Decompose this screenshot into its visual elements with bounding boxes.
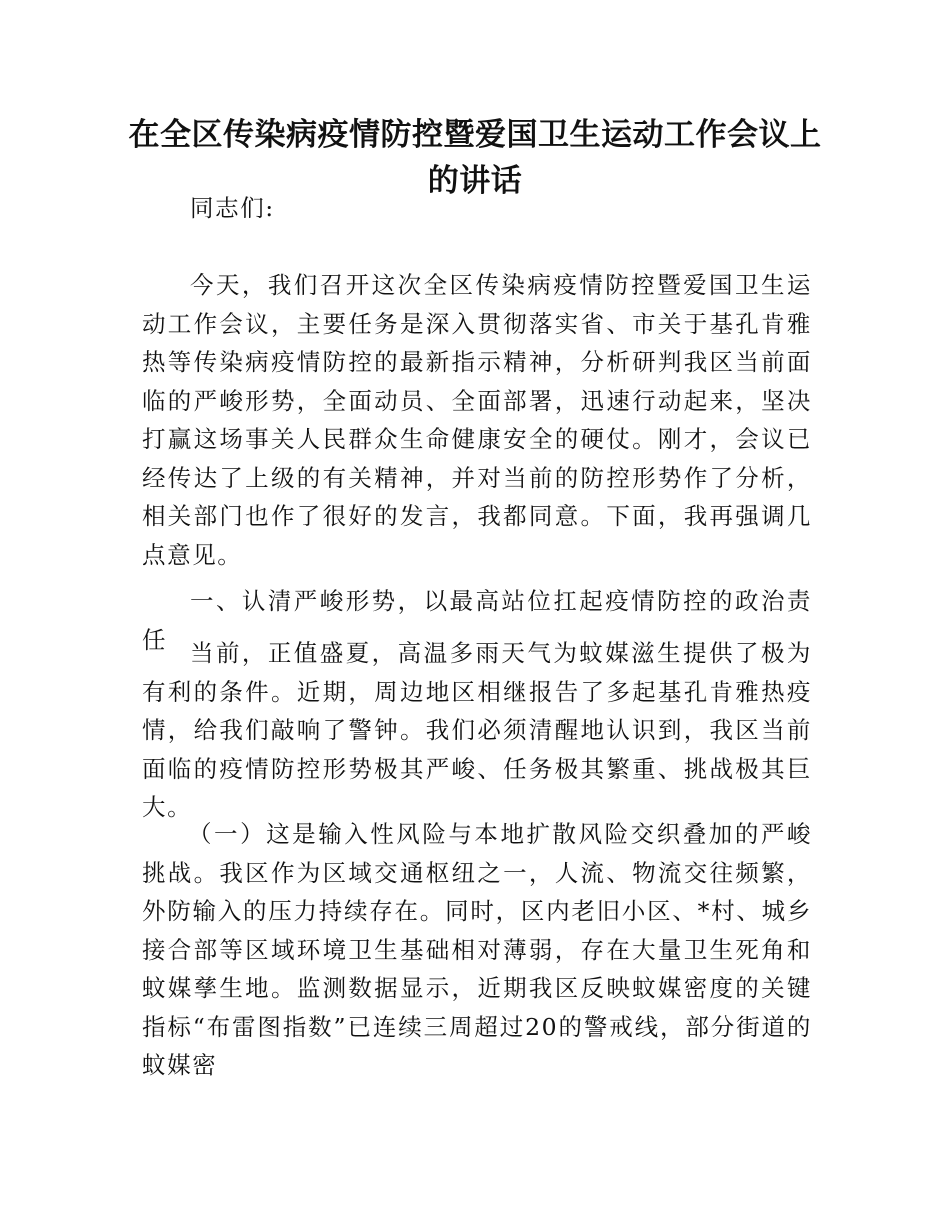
paragraph-situation: 当前，正值盛夏，高温多雨天气为蚊媒滋生提供了极为有利的条件。近期，周边地区相继报告了多起基孔肯雅热疫情，给我们敲响了警钟。我们必须清醒地认识到，我区当前面临的疫情防控形势极其严峻、任务极其繁重、挑战极其巨大。 (142, 639, 812, 821)
section-heading-1: 一、认清严峻形势，以最高站位扛起疫情防控的政治责任 (142, 587, 812, 654)
paragraph-intro: 今天，我们召开这次全区传染病疫情防控暨爱国卫生运动工作会议，主要任务是深入贯彻落实省、市关于基孔肯雅热等传染病疫情防控的最新指示精神，分析研判我区当前面临的严峻形势，全面动员、全面部署，迅速行动起来，坚决打赢这场事关人民群众生命健康安全的硬仗。刚才，会议已经传达了上级的有关精神，并对当前的防控形势作了分析，相关部门也作了很好的发言，我都同意。下面，我再强调几点意见。 (142, 271, 812, 569)
salutation: 同志们: (190, 194, 275, 222)
document-title: 在全区传染病疫情防控暨爱国卫生运动工作会议上的讲话 (128, 117, 822, 199)
paragraph-point-1: （一）这是输入性风险与本地扩散风险交织叠加的严峻挑战。我区作为区域交通枢纽之一，人流、物流交往频繁，外防输入的压力持续存在。同时，区内老旧小区、*村、城乡接合部等区域环境卫生基础相对薄弱，存在大量卫生死角和蚊媒孳生地。监测数据显示，近期我区反映蚊媒密度的关键指标“布雷图指数”已连续三周超过20的警戒线，部分街道的蚊媒密 (142, 820, 812, 1079)
